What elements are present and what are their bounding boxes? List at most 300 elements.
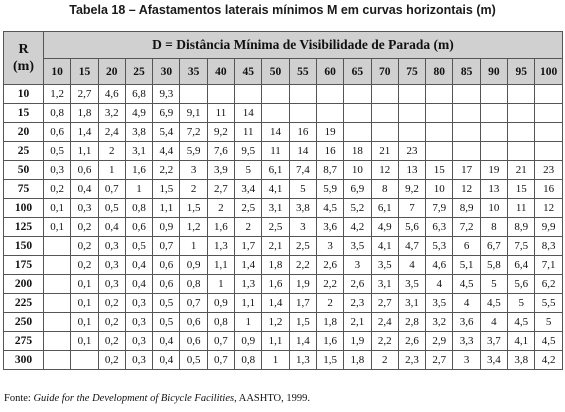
- value-cell: [316, 104, 343, 123]
- value-cell: 12: [535, 199, 562, 218]
- value-cell: [371, 85, 398, 104]
- value-cell: 4,2: [535, 351, 562, 370]
- value-cell: [508, 104, 535, 123]
- value-cell: 1,2: [262, 313, 289, 332]
- value-cell: 2,3: [398, 351, 425, 370]
- value-cell: 4: [398, 256, 425, 275]
- value-cell: 0,2: [98, 351, 125, 370]
- value-cell: 1,4: [262, 294, 289, 313]
- value-cell: 8: [480, 218, 507, 237]
- value-cell: 0,1: [71, 294, 98, 313]
- radius-cell: 15: [4, 104, 44, 123]
- radius-cell: 225: [4, 294, 44, 313]
- value-cell: 19: [316, 123, 343, 142]
- value-cell: 16: [535, 180, 562, 199]
- radius-cell: 25: [4, 142, 44, 161]
- value-cell: 0,3: [125, 351, 152, 370]
- value-cell: 12: [453, 180, 480, 199]
- value-cell: 0,1: [71, 332, 98, 351]
- table-body: [4, 85, 563, 370]
- value-cell: 2,5: [289, 237, 316, 256]
- value-cell: 1: [125, 180, 152, 199]
- table-row: [4, 180, 563, 199]
- value-cell: 1,1: [71, 142, 98, 161]
- value-cell: 9,1: [180, 104, 207, 123]
- value-cell: 0,2: [71, 256, 98, 275]
- value-cell: [480, 123, 507, 142]
- value-cell: 3,2: [426, 313, 453, 332]
- value-cell: 7,9: [426, 199, 453, 218]
- radius-cell: 50: [4, 161, 44, 180]
- value-cell: 10: [480, 199, 507, 218]
- value-cell: 7: [398, 199, 425, 218]
- value-cell: [289, 85, 316, 104]
- value-cell: 2: [180, 180, 207, 199]
- value-cell: 4,5: [508, 313, 535, 332]
- value-cell: 2,1: [262, 237, 289, 256]
- value-cell: 7,2: [180, 123, 207, 142]
- distance-column-header: 100: [535, 59, 562, 85]
- value-cell: 0,5: [180, 351, 207, 370]
- radius-cell: 300: [4, 351, 44, 370]
- value-cell: 1,3: [207, 237, 234, 256]
- value-cell: [535, 85, 562, 104]
- value-cell: 4: [426, 275, 453, 294]
- value-cell: 2: [371, 351, 398, 370]
- value-cell: 4,5: [453, 275, 480, 294]
- distance-column-header: 65: [344, 59, 371, 85]
- value-cell: 1,2: [44, 85, 71, 104]
- value-cell: 5: [535, 313, 562, 332]
- value-cell: 2: [207, 199, 234, 218]
- radius-cell: 250: [4, 313, 44, 332]
- value-cell: 9,3: [153, 85, 180, 104]
- value-cell: 6,1: [371, 199, 398, 218]
- value-cell: [535, 104, 562, 123]
- value-cell: 0,3: [125, 313, 152, 332]
- distance-column-header: 15: [71, 59, 98, 85]
- header-row-top: [4, 32, 563, 59]
- value-cell: 1,2: [180, 218, 207, 237]
- value-cell: 5,2: [344, 199, 371, 218]
- value-cell: [426, 104, 453, 123]
- value-cell: 6,9: [344, 180, 371, 199]
- value-cell: 1,8: [316, 313, 343, 332]
- value-cell: 14: [289, 142, 316, 161]
- value-cell: 0,8: [207, 313, 234, 332]
- value-cell: [426, 85, 453, 104]
- source-note: [4, 393, 310, 404]
- value-cell: 21: [371, 142, 398, 161]
- value-cell: 0,7: [98, 180, 125, 199]
- value-cell: 2,3: [344, 294, 371, 313]
- value-cell: 2,2: [371, 332, 398, 351]
- value-cell: 3: [344, 256, 371, 275]
- value-cell: 4,7: [398, 237, 425, 256]
- value-cell: 2,7: [71, 85, 98, 104]
- table-row: [4, 332, 563, 351]
- value-cell: [289, 104, 316, 123]
- value-cell: 5: [508, 294, 535, 313]
- value-cell: 19: [480, 161, 507, 180]
- value-cell: 0,4: [125, 256, 152, 275]
- value-cell: 3,1: [262, 199, 289, 218]
- value-cell: 0,4: [71, 180, 98, 199]
- value-cell: 1,1: [262, 332, 289, 351]
- value-cell: 8,9: [453, 199, 480, 218]
- value-cell: [371, 123, 398, 142]
- value-cell: [398, 104, 425, 123]
- source-prefix: Fonte:: [4, 393, 34, 404]
- value-cell: 1,6: [262, 275, 289, 294]
- distance-column-header: 20: [98, 59, 125, 85]
- radius-cell: 175: [4, 256, 44, 275]
- value-cell: 5,3: [426, 237, 453, 256]
- value-cell: 11: [262, 142, 289, 161]
- value-cell: 5,4: [153, 123, 180, 142]
- value-cell: 0,4: [153, 332, 180, 351]
- value-cell: 3,2: [98, 104, 125, 123]
- value-cell: 1,5: [289, 313, 316, 332]
- value-cell: 3,5: [426, 294, 453, 313]
- clearance-table: [3, 31, 563, 370]
- value-cell: [371, 104, 398, 123]
- radius-cell: 200: [4, 275, 44, 294]
- value-cell: [480, 85, 507, 104]
- value-cell: 1,3: [289, 351, 316, 370]
- value-cell: 1,8: [71, 104, 98, 123]
- value-cell: 7,1: [535, 256, 562, 275]
- value-cell: 4,6: [98, 85, 125, 104]
- value-cell: [44, 313, 71, 332]
- value-cell: 5: [235, 161, 262, 180]
- value-cell: 11: [207, 104, 234, 123]
- value-cell: 1,5: [180, 199, 207, 218]
- value-cell: 0,3: [98, 275, 125, 294]
- value-cell: 18: [344, 142, 371, 161]
- value-cell: 3: [180, 161, 207, 180]
- distance-column-header: 95: [508, 59, 535, 85]
- value-cell: 4,5: [316, 199, 343, 218]
- value-cell: 11: [508, 199, 535, 218]
- value-cell: 4: [480, 313, 507, 332]
- value-cell: 6,8: [125, 85, 152, 104]
- value-cell: 0,3: [125, 332, 152, 351]
- value-cell: [71, 351, 98, 370]
- value-cell: 0,6: [180, 332, 207, 351]
- value-cell: 1,7: [235, 237, 262, 256]
- value-cell: 0,2: [71, 237, 98, 256]
- value-cell: 7,5: [508, 237, 535, 256]
- value-cell: 0,3: [98, 237, 125, 256]
- value-cell: 8,9: [508, 218, 535, 237]
- value-cell: 2,2: [316, 275, 343, 294]
- table-row: [4, 256, 563, 275]
- value-cell: 17: [453, 161, 480, 180]
- value-cell: [207, 85, 234, 104]
- value-cell: 16: [289, 123, 316, 142]
- radius-cell: 100: [4, 199, 44, 218]
- value-cell: [344, 85, 371, 104]
- table-row: [4, 142, 563, 161]
- value-cell: 4,1: [262, 180, 289, 199]
- value-cell: 2,2: [289, 256, 316, 275]
- value-cell: 8: [371, 180, 398, 199]
- value-cell: 1: [262, 351, 289, 370]
- value-cell: [453, 104, 480, 123]
- value-cell: 16: [316, 142, 343, 161]
- value-cell: [44, 351, 71, 370]
- radius-cell: 150: [4, 237, 44, 256]
- value-cell: 3,5: [398, 275, 425, 294]
- value-cell: 4,4: [153, 142, 180, 161]
- value-cell: 0,1: [44, 199, 71, 218]
- value-cell: [44, 294, 71, 313]
- radius-cell: 10: [4, 85, 44, 104]
- value-cell: 2,2: [153, 161, 180, 180]
- value-cell: 0,7: [153, 237, 180, 256]
- value-cell: [398, 123, 425, 142]
- value-cell: 23: [398, 142, 425, 161]
- value-cell: 5,6: [508, 275, 535, 294]
- value-cell: 13: [480, 180, 507, 199]
- value-cell: 2,7: [207, 180, 234, 199]
- value-cell: 0,4: [98, 218, 125, 237]
- distance-column-header: 75: [398, 59, 425, 85]
- value-cell: 1,4: [71, 123, 98, 142]
- radius-cell: 20: [4, 123, 44, 142]
- r-header-unit: (m): [13, 59, 34, 74]
- value-cell: [44, 256, 71, 275]
- value-cell: 3,4: [480, 351, 507, 370]
- value-cell: 2,7: [426, 351, 453, 370]
- value-cell: 0,1: [44, 218, 71, 237]
- value-cell: 0,2: [98, 294, 125, 313]
- value-cell: 0,3: [71, 199, 98, 218]
- value-cell: 1,6: [207, 218, 234, 237]
- value-cell: 0,6: [125, 218, 152, 237]
- value-cell: 0,8: [235, 351, 262, 370]
- value-cell: 2,6: [398, 332, 425, 351]
- value-cell: 14: [235, 104, 262, 123]
- value-cell: 1,6: [125, 161, 152, 180]
- value-cell: [344, 123, 371, 142]
- radius-cell: 125: [4, 218, 44, 237]
- value-cell: [535, 123, 562, 142]
- value-cell: 0,6: [180, 313, 207, 332]
- distance-column-header: 85: [453, 59, 480, 85]
- value-cell: 12: [371, 161, 398, 180]
- value-cell: 14: [262, 123, 289, 142]
- value-cell: 1,9: [344, 332, 371, 351]
- value-cell: 0,2: [98, 332, 125, 351]
- table-row: [4, 351, 563, 370]
- value-cell: [44, 275, 71, 294]
- value-cell: 0,8: [125, 199, 152, 218]
- value-cell: 4,1: [508, 332, 535, 351]
- value-cell: 1: [180, 237, 207, 256]
- value-cell: 5,5: [535, 294, 562, 313]
- value-cell: 8,3: [535, 237, 562, 256]
- value-cell: 6,9: [153, 104, 180, 123]
- distance-column-header: 40: [207, 59, 234, 85]
- value-cell: 4,2: [344, 218, 371, 237]
- value-cell: [453, 85, 480, 104]
- value-cell: 3,1: [398, 294, 425, 313]
- value-cell: 0,5: [153, 294, 180, 313]
- value-cell: 1,4: [235, 256, 262, 275]
- value-cell: 4,1: [371, 237, 398, 256]
- value-cell: 0,5: [153, 313, 180, 332]
- value-cell: 0,3: [98, 256, 125, 275]
- value-cell: 1,3: [235, 275, 262, 294]
- distance-column-header: 25: [125, 59, 152, 85]
- value-cell: 3,6: [453, 313, 480, 332]
- value-cell: 3,6: [316, 218, 343, 237]
- value-cell: 2,7: [371, 294, 398, 313]
- value-cell: 1,4: [289, 332, 316, 351]
- value-cell: [480, 104, 507, 123]
- value-cell: 3,9: [207, 161, 234, 180]
- value-cell: 6,3: [426, 218, 453, 237]
- value-cell: 1,1: [235, 294, 262, 313]
- value-cell: 3: [316, 237, 343, 256]
- value-cell: 0,5: [44, 142, 71, 161]
- value-cell: 4,5: [480, 294, 507, 313]
- value-cell: 1,1: [153, 199, 180, 218]
- value-cell: 3,5: [344, 237, 371, 256]
- value-cell: [44, 237, 71, 256]
- value-cell: 9,5: [235, 142, 262, 161]
- value-cell: 6: [453, 237, 480, 256]
- value-cell: 7,4: [289, 161, 316, 180]
- value-cell: 2,4: [371, 313, 398, 332]
- d-column-group-header: D = Distância Mínima de Visibilidade de Parada (m): [44, 32, 563, 59]
- value-cell: 4,9: [125, 104, 152, 123]
- value-cell: 15: [426, 161, 453, 180]
- value-cell: 6,4: [508, 256, 535, 275]
- value-cell: 2,4: [98, 123, 125, 142]
- distance-column-header: 30: [153, 59, 180, 85]
- value-cell: 13: [398, 161, 425, 180]
- table-row: [4, 294, 563, 313]
- value-cell: 0,3: [44, 161, 71, 180]
- value-cell: 3,5: [371, 256, 398, 275]
- source-suffix: , AASHTO, 1999.: [234, 393, 311, 404]
- value-cell: [235, 85, 262, 104]
- table-row: [4, 275, 563, 294]
- value-cell: 6,7: [480, 237, 507, 256]
- value-cell: 3,1: [371, 275, 398, 294]
- value-cell: 1,8: [344, 351, 371, 370]
- value-cell: [262, 104, 289, 123]
- value-cell: [480, 142, 507, 161]
- value-cell: 0,9: [207, 294, 234, 313]
- value-cell: 0,2: [71, 218, 98, 237]
- value-cell: 0,1: [71, 313, 98, 332]
- value-cell: 0,1: [71, 275, 98, 294]
- distance-column-header: 55: [289, 59, 316, 85]
- value-cell: [44, 332, 71, 351]
- value-cell: [453, 142, 480, 161]
- value-cell: 0,5: [125, 237, 152, 256]
- value-cell: 1,6: [316, 332, 343, 351]
- value-cell: 0,7: [207, 332, 234, 351]
- value-cell: 2,5: [262, 218, 289, 237]
- value-cell: 9,9: [535, 218, 562, 237]
- value-cell: 0,2: [44, 180, 71, 199]
- table-row: [4, 85, 563, 104]
- distance-column-header: 80: [426, 59, 453, 85]
- radius-cell: 275: [4, 332, 44, 351]
- value-cell: 0,8: [44, 104, 71, 123]
- value-cell: 2: [316, 294, 343, 313]
- value-cell: 4,5: [535, 332, 562, 351]
- header-row-distances: [4, 59, 563, 85]
- value-cell: 3,8: [125, 123, 152, 142]
- value-cell: 5,1: [453, 256, 480, 275]
- table-row: [4, 237, 563, 256]
- value-cell: 0,6: [71, 161, 98, 180]
- distance-column-header: 90: [480, 59, 507, 85]
- value-cell: 2,5: [235, 199, 262, 218]
- value-cell: 3: [453, 351, 480, 370]
- distance-column-header: 45: [235, 59, 262, 85]
- value-cell: [508, 123, 535, 142]
- value-cell: 0,3: [125, 294, 152, 313]
- value-cell: 4,6: [426, 256, 453, 275]
- value-cell: 3,1: [125, 142, 152, 161]
- value-cell: 9,2: [207, 123, 234, 142]
- value-cell: 15: [508, 180, 535, 199]
- value-cell: 0,4: [125, 275, 152, 294]
- value-cell: 1,5: [153, 180, 180, 199]
- value-cell: [262, 85, 289, 104]
- value-cell: 2: [235, 218, 262, 237]
- value-cell: 2,1: [344, 313, 371, 332]
- value-cell: 1,9: [289, 275, 316, 294]
- value-cell: [535, 142, 562, 161]
- value-cell: 11: [235, 123, 262, 142]
- value-cell: 2,8: [398, 313, 425, 332]
- distance-column-header: 50: [262, 59, 289, 85]
- value-cell: 7,2: [453, 218, 480, 237]
- value-cell: 4,9: [371, 218, 398, 237]
- r-header-label: R: [18, 42, 29, 57]
- value-cell: [426, 123, 453, 142]
- value-cell: [316, 85, 343, 104]
- radius-cell: 75: [4, 180, 44, 199]
- value-cell: 7,6: [207, 142, 234, 161]
- value-cell: [508, 85, 535, 104]
- value-cell: 0,7: [207, 351, 234, 370]
- value-cell: 0,7: [180, 294, 207, 313]
- value-cell: 1: [207, 275, 234, 294]
- value-cell: 1: [235, 313, 262, 332]
- value-cell: 3,4: [235, 180, 262, 199]
- value-cell: 0,9: [180, 256, 207, 275]
- value-cell: 0,4: [153, 351, 180, 370]
- table-row: [4, 123, 563, 142]
- value-cell: 10: [426, 180, 453, 199]
- value-cell: 0,8: [180, 275, 207, 294]
- value-cell: [426, 142, 453, 161]
- value-cell: [180, 85, 207, 104]
- value-cell: 5,8: [480, 256, 507, 275]
- value-cell: 2,9: [426, 332, 453, 351]
- value-cell: 9,2: [398, 180, 425, 199]
- value-cell: 1: [98, 161, 125, 180]
